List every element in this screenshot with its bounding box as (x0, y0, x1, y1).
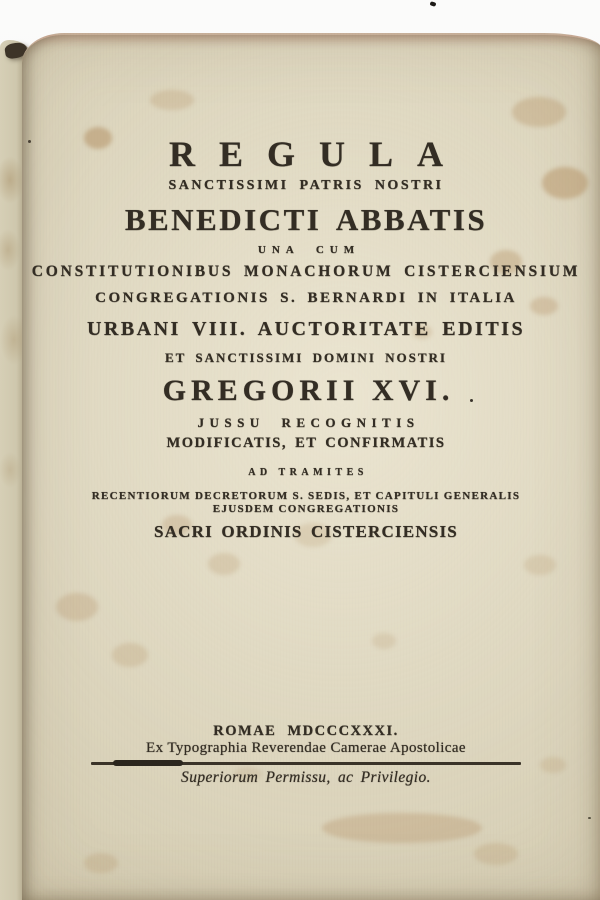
foxing-stain (150, 90, 194, 110)
line-modificatis: MODIFICATIS, ET CONFIRMATIS (166, 434, 446, 451)
line-sacri-ordinis: SACRI ORDINIS CISTERCIENSIS (154, 522, 458, 541)
foxing-stain (322, 813, 482, 843)
imprint-privilege: Superiorum Permissu, ac Privilegio. (181, 768, 431, 786)
line-gregorii-xvi: GREGORII XVI. (162, 373, 455, 407)
foxing-stain (524, 555, 556, 575)
line-sanctissimi-patris: SANCTISSIMI PATRIS NOSTRI (168, 178, 444, 193)
line-et-sanctissimi: ET SANCTISSIMI DOMINI NOSTRI (165, 349, 447, 365)
foxing-stain (112, 643, 148, 667)
printed-rule (91, 762, 521, 765)
foxing-stain (474, 843, 518, 865)
line-una-cum: UNA CUM (257, 244, 361, 256)
foxing-stain (56, 593, 98, 621)
line-ad-tramites: AD TRAMITES (248, 467, 368, 478)
ink-speck (588, 817, 591, 819)
foxing-stain (512, 97, 566, 127)
foxing-stain (208, 553, 240, 575)
line-constitutionibus: CONSTITUTIONIBUS MONACHORUM CISTERCIENSIUM (31, 263, 581, 280)
imprint-block (10, 724, 600, 785)
title-block (10, 136, 600, 540)
imprint-place-year: ROMAE MDCCCXXXI. (213, 723, 399, 739)
line-jussu-recognitis: JUSSU RECOGNITIS (197, 414, 420, 430)
line-recentiorum: RECENTIORUM DECRETORUM S. SEDIS, ET CAPITULI GENERALIS (91, 490, 521, 502)
title-page (22, 33, 600, 900)
dust-speck (430, 1, 437, 7)
line-benedicti-abbatis: BENEDICTI ABBATIS (124, 202, 488, 237)
line-ejusdem: EJUSDEM CONGREGATIONIS (212, 503, 400, 515)
line-urbani-viii: URBANI VIII. AUCTORITATE EDITIS (86, 317, 526, 340)
title-regula: REGULA (168, 134, 468, 174)
foxing-stain (372, 633, 396, 649)
line-congregationis: CONGREGATIONIS S. BERNARDI IN ITALIA (95, 289, 517, 306)
imprint-publisher: Ex Typographia Reverendae Camerae Apostolicae (146, 739, 466, 756)
foxing-stain (84, 853, 118, 873)
